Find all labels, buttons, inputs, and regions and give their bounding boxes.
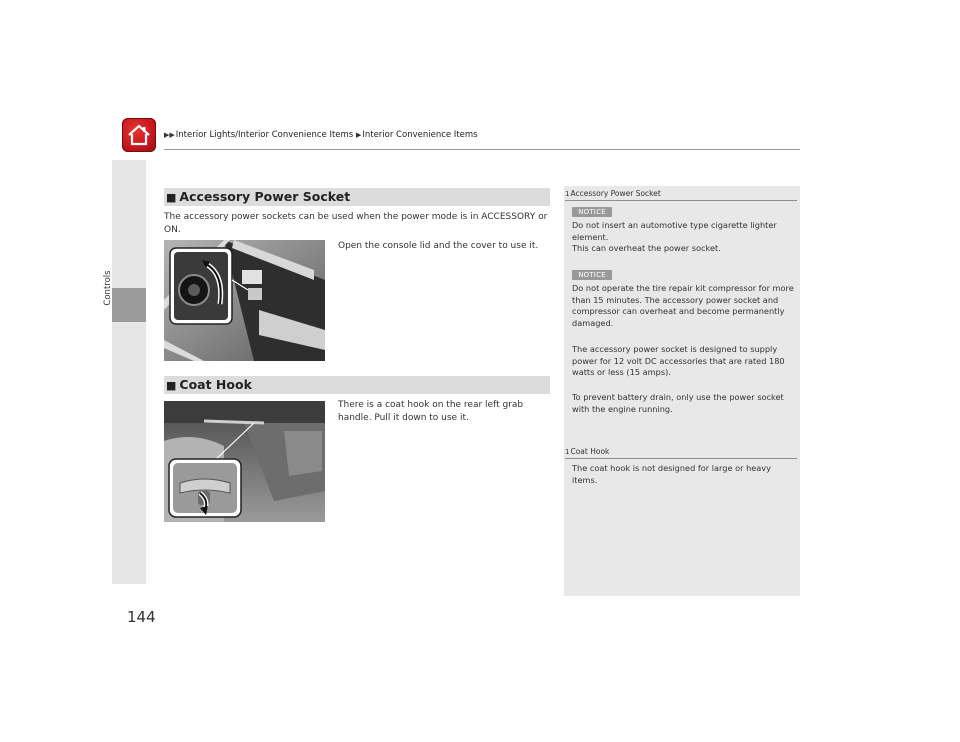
side-tab-marker [112, 288, 146, 322]
power-socket-intro: The accessory power sockets can be used when the power mode is in ACCESSORY or ON. [164, 212, 548, 235]
section-title-coat-hook: Coat Hook [179, 377, 252, 392]
notice-badge: NOTICE [572, 207, 612, 217]
side-tab [112, 160, 146, 584]
breadcrumb-arrow-icon: ▶▶ [164, 131, 175, 139]
page-number: 144 [127, 608, 156, 626]
note-title-power-socket [565, 189, 661, 198]
coat-hook-image [164, 401, 325, 522]
note-text-coat-hook: The coat hook is not designed for large or heavy items. [572, 463, 771, 485]
breadcrumb-link-2[interactable]: Interior Convenience Items [362, 130, 478, 140]
note-title-coat-hook-text: Coat Hook [570, 447, 610, 456]
power-socket-image [164, 240, 325, 361]
reference-icon: 1 [565, 190, 570, 198]
side-tab-label[interactable]: Controls [103, 270, 113, 306]
square-bullet-icon: ■ [166, 191, 177, 204]
note-divider [565, 458, 797, 459]
console-illustration [164, 240, 325, 361]
breadcrumb-link-1[interactable]: Interior Lights/Interior Convenience Items [175, 130, 354, 140]
section-header-coat-hook [164, 376, 550, 394]
breadcrumb-arrow-icon: ▶ [355, 131, 362, 139]
notice-text-lighter: Do not insert an automotive type cigarette lighter element. This can overheat the power socket. [572, 220, 777, 253]
section-header-power-socket [164, 188, 550, 206]
square-bullet-icon: ■ [166, 379, 177, 392]
notice-text-compressor: Do not operate the tire repair kit compressor for more than 15 minutes. The accessory power socket and compressor can overheat and become permanently damaged. [572, 283, 794, 328]
note-text-power-rating: The accessory power socket is designed to supply power for 12 volt DC accessories that are rated 180 watts or less (15 amps). [572, 344, 785, 377]
reference-icon: 1 [565, 448, 570, 456]
notice-badge: NOTICE [572, 270, 612, 280]
home-button[interactable] [122, 118, 156, 152]
header-divider [164, 149, 800, 150]
breadcrumb [164, 130, 478, 140]
power-socket-instruction: Open the console lid and the cover to use it. [338, 241, 539, 251]
note-divider [565, 200, 797, 201]
coat-hook-illustration [164, 401, 325, 522]
note-text-battery-drain: To prevent battery drain, only use the power socket with the engine running. [572, 392, 784, 414]
home-icon [126, 122, 152, 148]
section-title-power-socket: Accessory Power Socket [179, 189, 351, 204]
note-title-power-socket-text: Accessory Power Socket [570, 189, 661, 198]
note-title-coat-hook [565, 447, 609, 456]
coat-hook-instruction: There is a coat hook on the rear left grab handle. Pull it down to use it. [338, 400, 524, 423]
